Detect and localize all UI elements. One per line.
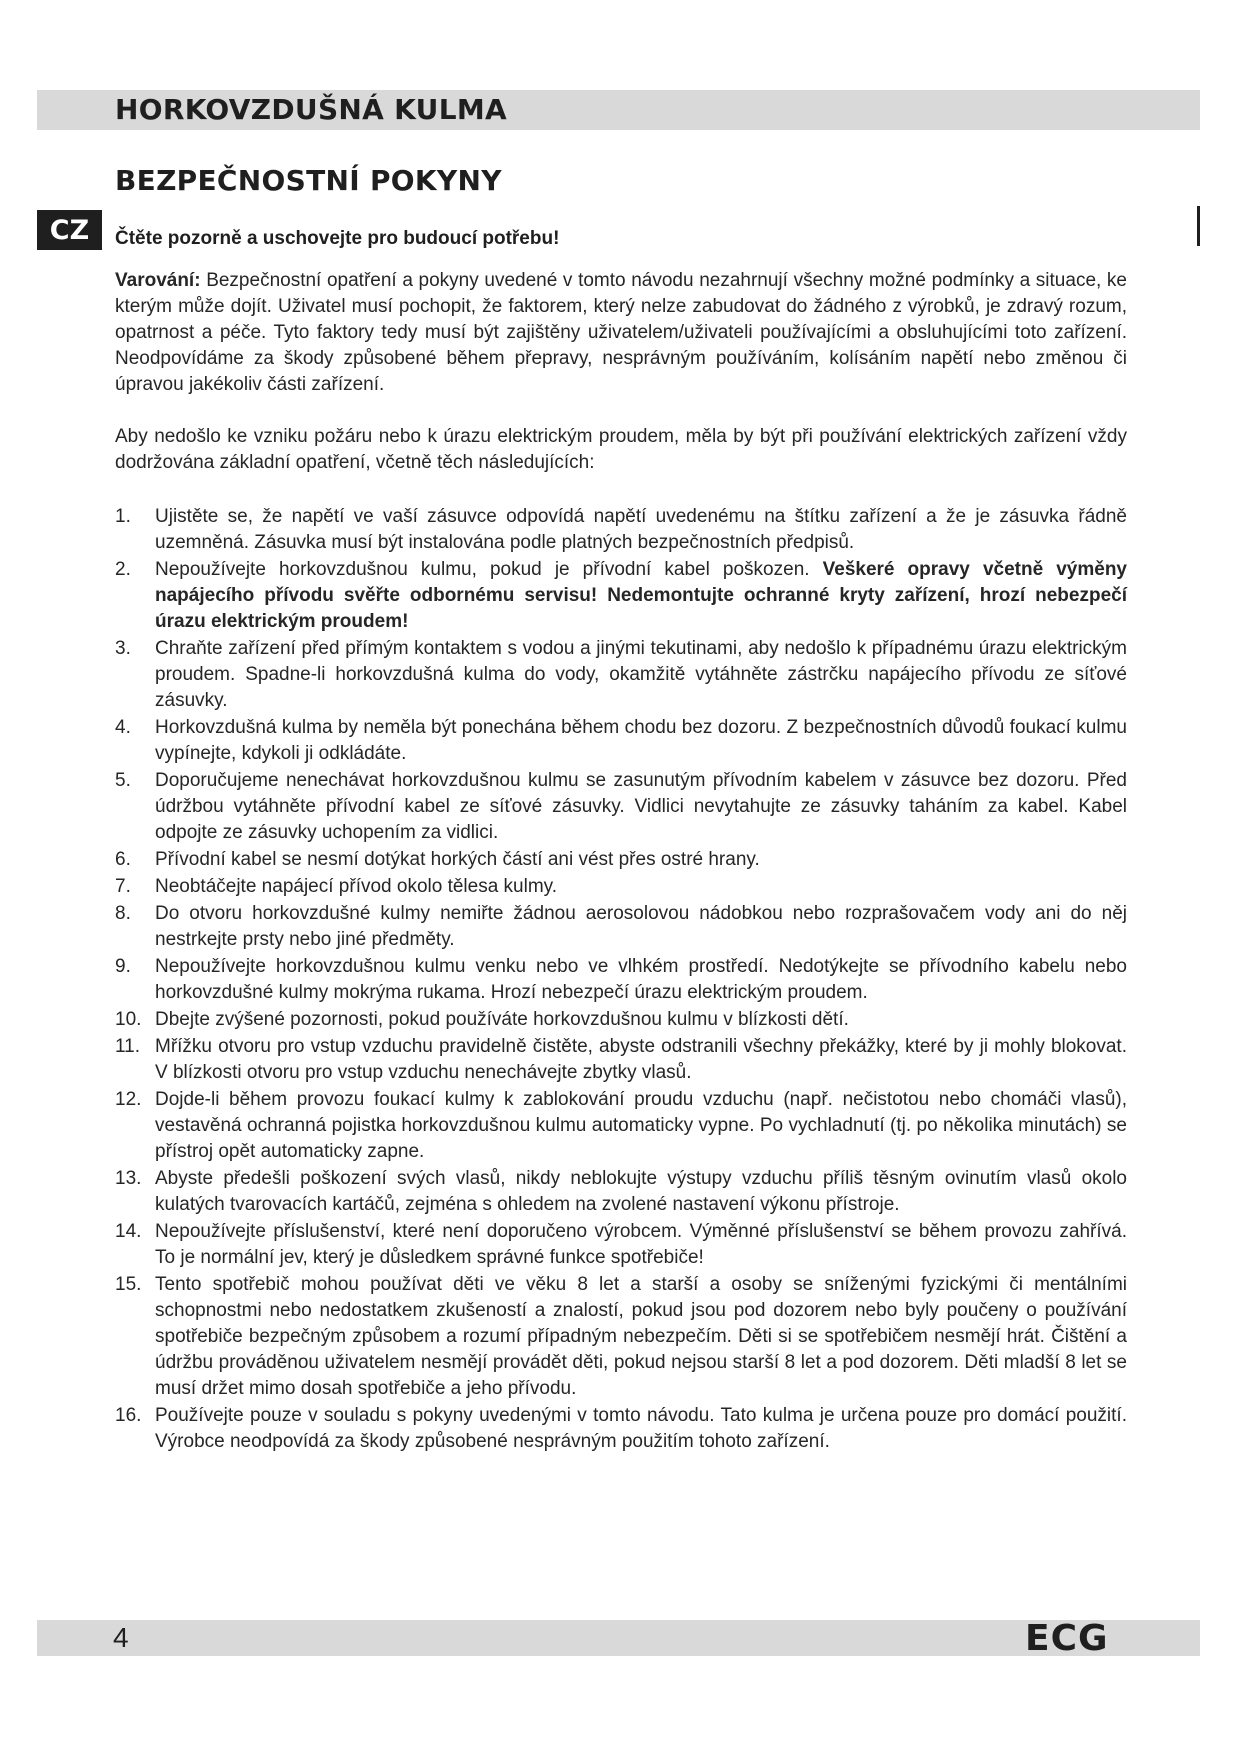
warning-text: Bezpečnostní opatření a pokyny uvedené v tomto návodu nezahrnují všechny možné podmínky a situace, ke kterým může dojít. Uživatel musí pochopit, že faktorem, který nelze zabudovat do žádného z výrobků, je zdravý rozum, opatrnost a péče. Tyto faktory tedy musí být zajištěny uživatelem/uživateli používajícími a obsluhujícími toto zařízení. Neodpovídáme za škody způsobené během přepravy, nesprávným používáním, kolísáním napětí nebo změnou či úpravou jakékoliv části zařízení. (115, 270, 1127, 395)
item-number: 1. (115, 506, 131, 527)
list-item (115, 1403, 1127, 1455)
page-number: 4 (113, 1622, 129, 1653)
item-number: 11. (115, 1036, 141, 1057)
list-item (115, 1034, 1127, 1086)
section-title: BEZPEČNOSTNÍ POKYNY (115, 164, 502, 197)
list-item (115, 874, 1127, 900)
item-number: 4. (115, 717, 131, 738)
list-item (115, 1272, 1127, 1402)
item-text: Používejte pouze v souladu s pokyny uvedenými v tomto návodu. Tato kulma je určena pouze pro domácí použití. Výrobce neodpovídá za škody způsobené nesprávným použitím tohoto zařízení. (155, 1405, 1127, 1452)
item-text: Do otvoru horkovzdušné kulmy nemiřte žádnou aerosolovou nádobkou nebo rozprašovačem vody ani do něj nestrkejte prsty nebo jiné předměty. (155, 903, 1127, 950)
item-number: 13. (115, 1168, 142, 1189)
item-number: 3. (115, 638, 131, 659)
item-text: Nepoužívejte horkovzdušnou kulmu, pokud je přívodní kabel poškozen. (155, 559, 823, 580)
item-number: 15. (115, 1274, 142, 1295)
item-text: Horkovzdušná kulma by neměla být ponechána během chodu bez dozoru. Z bezpečnostních důvodů foukací kulmu vypínejte, kdykoli ji odkládáte. (155, 717, 1127, 764)
item-bold-text: Veškeré opravy včetně výměny napájecího přívodu svěřte odbornému servisu! Nedemontujte ochranné kryty zařízení, hrozí nebezpečí úrazu elektrickým proudem! (155, 559, 1127, 632)
list-item (115, 1219, 1127, 1271)
item-text: Neobtáčejte napájecí přívod okolo tělesa kulmy. (155, 876, 558, 897)
item-number: 8. (115, 903, 131, 924)
list-item (115, 636, 1127, 714)
warning-paragraph (115, 268, 1127, 398)
item-text: Dbejte zvýšené pozornosti, pokud používáte horkovzdušnou kulmu v blízkosti dětí. (155, 1009, 849, 1030)
margin-marker (1197, 206, 1200, 246)
item-text: Přívodní kabel se nesmí dotýkat horkých částí ani vést přes ostré hrany. (155, 849, 760, 870)
list-item (115, 1087, 1127, 1165)
item-number: 6. (115, 849, 131, 870)
item-number: 12. (115, 1089, 142, 1110)
list-item (115, 847, 1127, 873)
list-item (115, 901, 1127, 953)
item-number: 9. (115, 956, 131, 977)
item-text: Nepoužívejte příslušenství, které není doporučeno výrobcem. Výměnné příslušenství se během provozu zahřívá. To je normální jev, který je důsledkem správné funkce spotřebiče! (155, 1221, 1127, 1268)
list-item (115, 954, 1127, 1006)
item-text: Chraňte zařízení před přímým kontaktem s vodou a jinými tekutinami, aby nedošlo k případnému úrazu elektrickým proudem. Spadne-li horkovzdušná kulma do vody, okamžitě vytáhněte zástrčku napájecího přívodu ze síťové zásuvky. (155, 638, 1127, 711)
item-text: Nepoužívejte horkovzdušnou kulmu venku nebo ve vlhkém prostředí. Nedotýkejte se přívodního kabelu nebo horkovzdušné kulmy mokrýma rukama. Hrozí nebezpečí úrazu elektrickým proudem. (155, 956, 1127, 1003)
item-text: Mřížku otvoru pro vstup vzduchu pravidelně čistěte, abyste odstranili všechny překážky, které by ji mohly blokovat. V blízkosti otvoru pro vstup vzduchu nenechávejte zbytky vlasů. (155, 1036, 1127, 1083)
item-number: 7. (115, 876, 131, 897)
item-number: 2. (115, 559, 131, 580)
item-text: Abyste předešli poškození svých vlasů, nikdy neblokujte výstupy vzduchu příliš těsným ovinutím vlasů okolo kulatých tvarovacích kartáčů, zejména s ohledem na zvolené nastavení výkonu přístroje. (155, 1168, 1127, 1215)
item-text: Doporučujeme nenechávat horkovzdušnou kulmu se zasunutým přívodním kabelem v zásuvce bez dozoru. Před údržbou vytáhněte přívodní kabel ze síťové zásuvky. Vidlici nevytahujte ze zásuvky taháním za kabel. Kabel odpojte ze zásuvky uchopením za vidlici. (155, 770, 1127, 843)
safety-rules-list (115, 504, 1127, 1455)
item-text: Ujistěte se, že napětí ve vaší zásuvce odpovídá napětí uvedenému na štítku zařízení a že je zásuvka řádně uzemněná. Zásuvka musí být instalována podle platných bezpečnostních předpisů. (155, 506, 1127, 553)
list-item (115, 1166, 1127, 1218)
item-text: Tento spotřebič mohou používat děti ve věku 8 let a starší a osoby se sníženými fyzickými či mentálními schopnostmi nebo nedostatkem zkušeností a znalostí, pokud jsou pod dozorem nebo byly poučeny o používání spotřebiče bezpečným způsobem a rozumí případným nebezpečím. Děti si se spotřebičem nesmějí hrát. Čištění a údržbu prováděnou uživatelem nesmějí provádět děti, pokud nejsou starší 8 let a pod dozorem. Děti mladší 8 let se musí držet mimo dosah spotřebiče a jeho přívodu. (155, 1274, 1127, 1399)
list-item (115, 1007, 1127, 1033)
list-item (115, 715, 1127, 767)
brand-logo: ECG (1025, 1618, 1109, 1659)
item-number: 14. (115, 1221, 142, 1242)
product-title: HORKOVZDUŠNÁ KULMA (115, 93, 507, 126)
list-item (115, 557, 1127, 635)
subtitle: Čtěte pozorně a uschovejte pro budoucí potřebu! (115, 228, 560, 249)
document-body (115, 268, 1127, 1456)
item-number: 5. (115, 770, 131, 791)
intro-paragraph: Aby nedošlo ke vzniku požáru nebo k úrazu elektrickým proudem, měla by být při používání elektrických zařízení vždy dodržována základní opatření, včetně těch následujících: (115, 426, 1127, 473)
list-item (115, 768, 1127, 846)
item-text: Dojde-li během provozu foukací kulmy k zablokování proudu vzduchu (např. nečistotou nebo chomáči vlasů), vestavěná ochranná pojistka horkovzdušnou kulmu automaticky vypne. Po vychladnutí (tj. po několika minutách) se přístroj opět automaticky zapne. (155, 1089, 1127, 1162)
language-tab: CZ (37, 210, 102, 250)
list-item (115, 504, 1127, 556)
item-number: 16. (115, 1405, 142, 1426)
warning-label: Varování: (115, 270, 201, 291)
item-number: 10. (115, 1009, 142, 1030)
